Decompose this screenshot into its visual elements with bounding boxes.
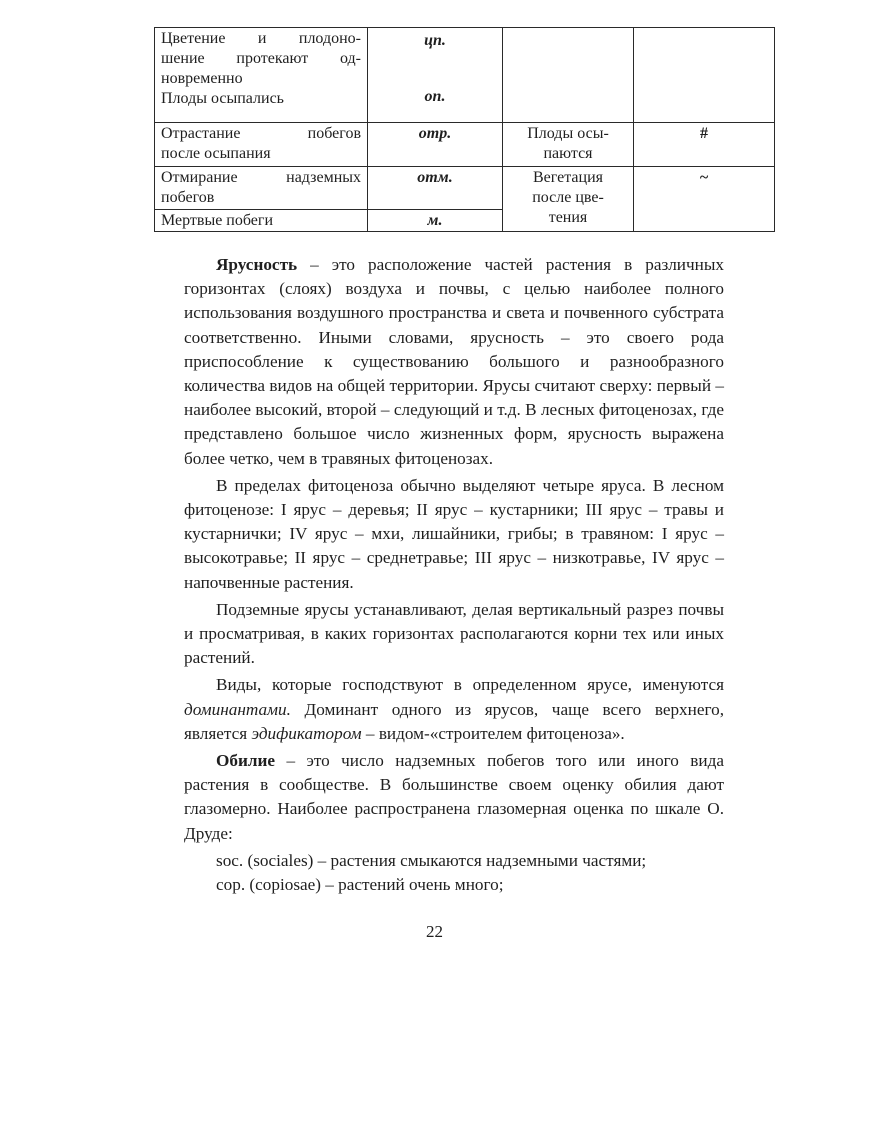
paragraph-text: – это расположение частей растения в различных горизонтах (слоях) воздуха и почвы, с целью наиболее полного использования воздушного пространства и света и почвенного субстрата соответственно. Иными словами, ярусность – это своего рода приспособление к существованию большого и разнообразного количества видов на общей территории. Ярусы считают сверху: первый – наиболее высокий, второй – следующий и т.д. В лесных фитоценозах, где представлено большое число жизненных форм, ярусность выражена более четко, чем в травяных фитоценозах. (184, 255, 724, 468)
table-cell-phase (503, 123, 634, 167)
paragraph-underground (184, 598, 724, 671)
table-cell-code (368, 28, 503, 123)
cell-text: новременно (161, 70, 243, 87)
body-text (184, 253, 724, 897)
phenology-table (154, 27, 724, 232)
term-abundance: Обилие (216, 751, 276, 771)
term-dominants: доминантами. (184, 699, 291, 719)
table-cell-symbol (634, 167, 775, 232)
cell-text: побегов (161, 189, 215, 206)
term-edificator: эдификатором (251, 723, 362, 743)
table-row (155, 28, 775, 123)
phase-code: оп. (424, 88, 446, 105)
list-item: cop. (copiosae) – растений очень много; (216, 875, 504, 895)
table-cell-desc (155, 28, 368, 123)
phase-symbol: # (700, 125, 708, 142)
cell-text: Плоды осы- (527, 125, 609, 142)
phase-code: м. (427, 212, 443, 229)
table-cell-phase (503, 28, 634, 123)
paragraph-text: – это число надземных побегов того или иного вида растения в сообществе. В большинстве своем оценку обилия дают глазомерно. Наиболее распространена глазомерная оценка по шкале О. Друде: (184, 751, 724, 843)
phase-code: отм. (417, 169, 453, 186)
table-cell-symbol (634, 123, 775, 167)
phenology-table-grid (154, 27, 775, 232)
list-item: soc. (sociales) – растения смыкаются надземными частями; (216, 850, 647, 870)
paragraph-text: Доминант одного из ярусов, чаще всего верхнего, является (184, 699, 724, 743)
cell-text: шение протекают од- (161, 50, 361, 67)
paragraph-text: – видом-«строителем фитоценоза». (361, 723, 625, 743)
table-cell-symbol (634, 28, 775, 123)
cell-text: паются (543, 145, 593, 162)
paragraph-layering (184, 253, 724, 471)
phase-symbol: ~ (699, 169, 709, 186)
paragraph-text: Подземные ярусы устанавливают, делая вертикальный разрез почвы и просматривая, в каких горизонтах располагаются корни тех или иных растений. (184, 599, 724, 668)
table-cell-phase (503, 167, 634, 232)
paragraph-text: Виды, которые господствуют в определенном ярусе, именуются (216, 675, 724, 695)
table-cell-desc (155, 123, 368, 167)
paragraph-text: В пределах фитоценоза обычно выделяют четыре яруса. В лесном фитоценозе: I ярус – деревья; II ярус – кустарники; III ярус – травы и кустарнички; IV ярус – мхи, лишайники, грибы; в травяном: I ярус – высокотравье; II ярус – среднетравье; III ярус – низкотравье, IV ярус – напочвенные растения. (184, 475, 724, 592)
cell-text: Плоды осыпались (161, 90, 284, 107)
paragraph-tiers (184, 474, 724, 595)
cell-text: после осыпания (161, 145, 271, 162)
page-number: 22 (426, 922, 443, 941)
cell-text: Вегетация (533, 169, 603, 186)
term-layering: Ярусность (216, 255, 298, 274)
phase-code: цп. (424, 32, 446, 49)
table-cell-desc (155, 210, 368, 232)
table-cell-desc (155, 167, 368, 210)
table-row (155, 123, 775, 167)
table-cell-code (368, 123, 503, 167)
table-cell-code (368, 210, 503, 232)
table-row (155, 167, 775, 210)
cell-text: Мертвые побеги (161, 212, 274, 229)
phase-code: отр. (418, 125, 452, 142)
cell-text: после цве- (532, 189, 604, 206)
cell-text: Отрастание побегов (161, 125, 361, 142)
cell-text: Отмирание надземных (161, 169, 361, 186)
table-cell-code (368, 167, 503, 210)
cell-text: Цветение и плодоно- (161, 30, 361, 47)
paragraph-abundance (184, 749, 724, 846)
cell-text: тения (548, 209, 588, 226)
paragraph-dominants (184, 673, 724, 746)
